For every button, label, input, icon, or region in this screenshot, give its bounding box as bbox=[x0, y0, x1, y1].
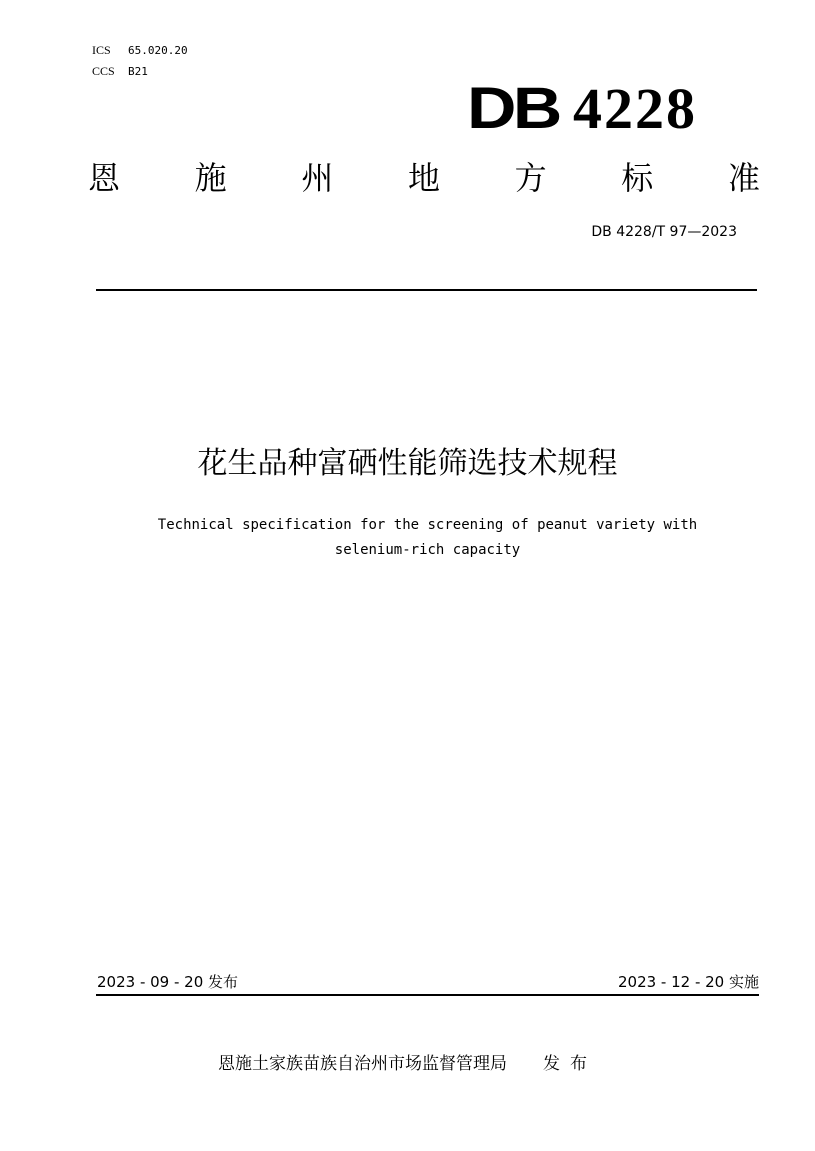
title-chinese: 花生品种富硒性能筛选技术规程 bbox=[197, 446, 618, 481]
standard-type-char: 恩 bbox=[88, 159, 121, 197]
issuer-line bbox=[0, 1051, 815, 1077]
classification-codes bbox=[92, 40, 188, 82]
title-english-line: selenium-rich capacity bbox=[334, 542, 521, 558]
ccs-code: B21 bbox=[128, 65, 148, 78]
effective-date: 2023 - 12 - 20 实施 bbox=[617, 973, 759, 991]
ics-row bbox=[92, 40, 188, 61]
standard-type-char: 方 bbox=[514, 159, 547, 197]
standard-type-char: 地 bbox=[407, 159, 440, 197]
standard-mark-letters: DB bbox=[467, 76, 559, 141]
standard-number: DB 4228/T 97—2023 bbox=[591, 224, 737, 240]
title-english-line: Technical specification for the screening of peanut variety with bbox=[157, 517, 698, 533]
publish-date: 2023 - 09 - 20 发布 bbox=[97, 973, 239, 991]
standard-type-char: 州 bbox=[301, 159, 334, 197]
title-english bbox=[100, 513, 755, 563]
ccs-row bbox=[92, 61, 188, 82]
bottom-divider bbox=[96, 994, 759, 996]
ics-label: ICS bbox=[92, 43, 111, 57]
standard-type-char: 准 bbox=[727, 159, 760, 197]
standard-type-char: 施 bbox=[194, 159, 227, 197]
standard-mark bbox=[467, 66, 697, 141]
ics-code: 65.020.20 bbox=[128, 44, 188, 57]
issuer-name: 恩施土家族苗族自治州市场监督管理局 bbox=[218, 1054, 507, 1074]
ccs-label: CCS bbox=[92, 64, 115, 78]
standard-type-char: 标 bbox=[621, 159, 654, 197]
issuer-action: 发布 bbox=[543, 1054, 597, 1074]
top-divider bbox=[96, 289, 757, 291]
standard-type-heading bbox=[88, 156, 760, 200]
standard-mark-number: 4228 bbox=[573, 76, 697, 141]
